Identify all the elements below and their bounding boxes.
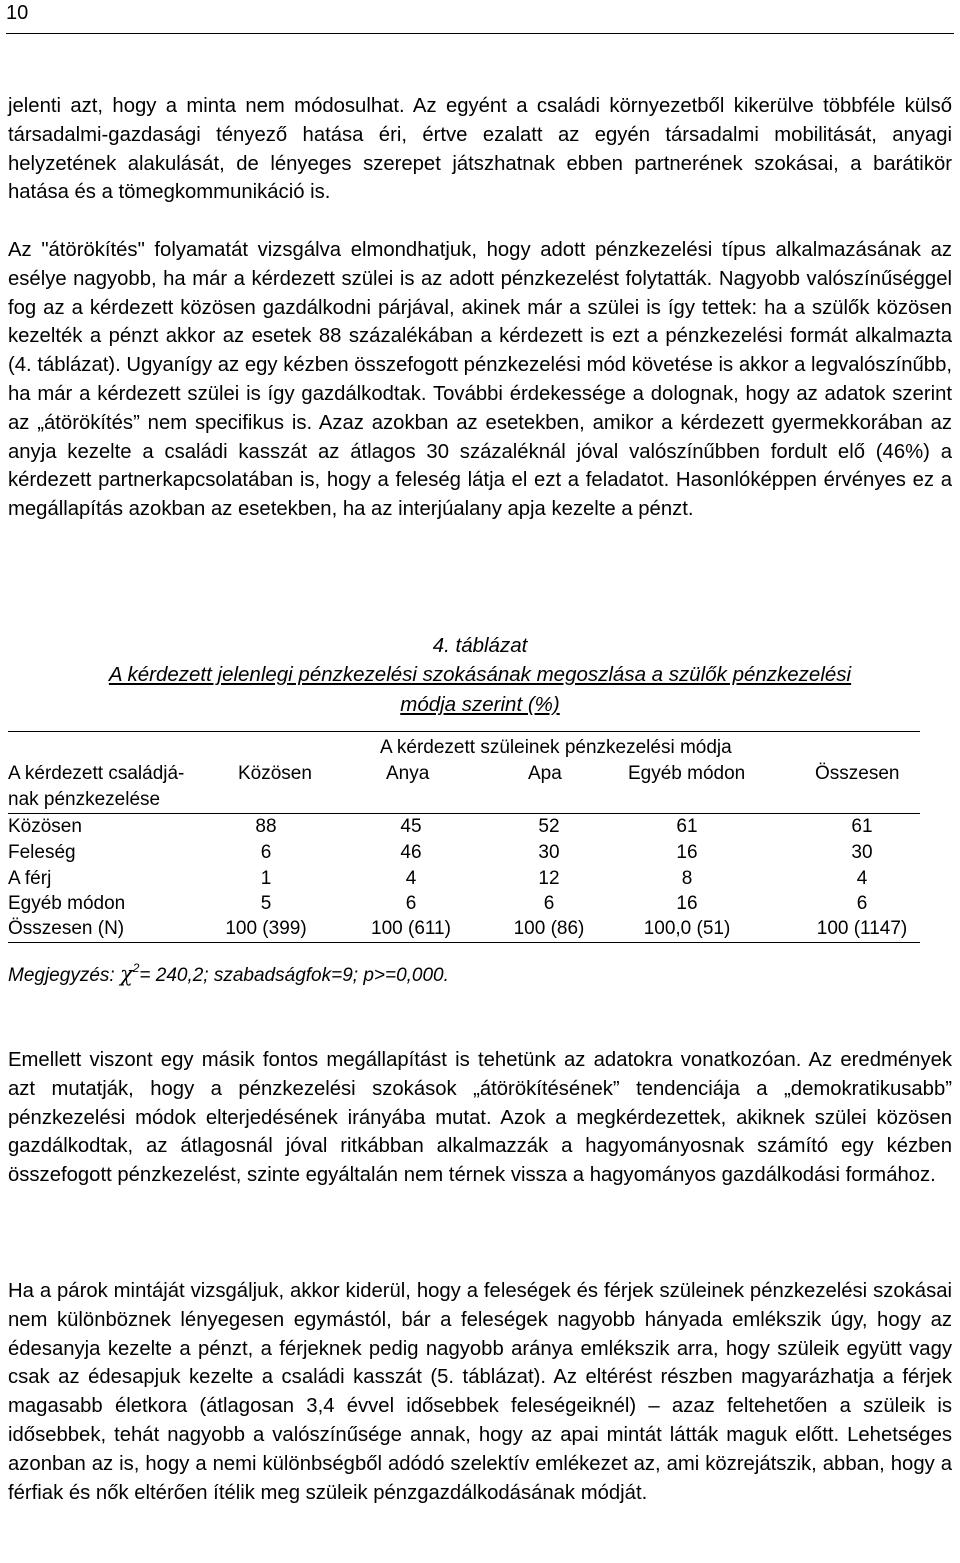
table-cell: 6: [543, 893, 555, 914]
column-header-kozosen: Közösen: [238, 763, 312, 784]
row-header-line-1: A kérdezett családjá-: [8, 763, 185, 784]
table-cell: 8: [681, 868, 693, 889]
chi-square-exponent: 2: [132, 961, 140, 975]
table-group-header: A kérdezett szüleinek pénzkezelési módja: [380, 737, 732, 758]
column-header-anya: Anya: [386, 763, 430, 784]
table-row-label: Feleség: [8, 842, 76, 863]
table-cell: 100,0 (51): [643, 918, 731, 939]
table-cell: 88: [255, 816, 277, 837]
table-cell: 45: [400, 816, 422, 837]
table-note: [8, 956, 449, 988]
table-number: 4. táblázat: [432, 634, 528, 657]
table-cell: 4: [856, 868, 868, 889]
table-cell: 61: [676, 816, 698, 837]
note-prefix: Megjegyzés:: [8, 965, 115, 986]
table-cell: 6: [260, 842, 272, 863]
table-cell: 6: [856, 893, 868, 914]
table-title-line-1: A kérdezett jelenlegi pénzkezelési szokásának megoszlása a szülők pénzkezelési: [108, 663, 852, 686]
table-cell: 5: [260, 893, 272, 914]
table-cell: 16: [676, 893, 698, 914]
table-row-label: Egyéb módon: [8, 893, 126, 914]
table-header-rule: [8, 813, 920, 814]
table-cell: 100 (1147): [816, 918, 908, 939]
table-bottom-rule: [8, 942, 920, 943]
note-text: = 240,2; szabadságfok=9; p>=0,000.: [139, 965, 449, 986]
table-cell: 16: [676, 842, 698, 863]
table-top-rule: [8, 731, 920, 732]
table-cell: 12: [538, 868, 560, 889]
paragraph-3: Emellett viszont egy másik fontos megállapítást is tehetünk az adatokra vonatkozóan. Az eredmények azt mutatják, hogy a pénzkezelési szokások „átörökítésének” tendenciája a „demokratikusabb” pénzkezelési módok elterjedésének irányába mutat. Azok a megkérdezettek, akiknek szülei közösen gazdálkodtak, az átlagosnál jóval ritkábban alkalmazzák a hagyományosnak számító egy kézben összefogott pénzkezelést, szinte egyáltalán nem térnek vissza a hagyományos gazdálkodási formához.: [8, 1049, 952, 1187]
paragraph-1: jelenti azt, hogy a minta nem módosulhat. Az egyént a családi környezetből kikerülve többféle külső társadalmi-gazdasági tényező hatása éri, értve ezalatt az egyén társadalmi mobilitását, anyagi helyzetének alakulását, de lényeges szerepet játszhatnak ebben partnerének szokásai, a barátikör hatása és a tömegkommunikáció is.: [8, 95, 952, 204]
page-number: 10: [6, 2, 29, 24]
table-cell: 30: [538, 842, 560, 863]
table-cell: 52: [538, 816, 560, 837]
column-header-osszesen: Összesen: [815, 763, 900, 784]
table-cell: 46: [400, 842, 422, 863]
table-title: [0, 660, 960, 720]
header-rule: [6, 33, 954, 34]
paragraph-2: Az "átörökítés" folyamatát vizsgálva elmondhatjuk, hogy adott pénzkezelési típus alkalmazásának az esélye nagyobb, ha már a kérdezett szülei is az adott pénzkezelést folytatták. Nagyobb valószínűséggel fog az a kérdezett közösen gazdálkodni párjával, akinek már a szülei is így tettek: ha a szülők közösen kezelték a pénzt akkor az esetek 88 százalékában a kérdezett is ezt a pénzkezelési formát alkalmazta (4. táblázat). Ugyanígy az egy kézben összefogott pénzkezelési mód követése is akkor a legvalószínűbb, ha már a kérdezett szülei is így gazdálkodtak. További érdekessége a dolognak, hogy az adatok szerint az „átörökítés” nem specifikus is. Azaz azokban az esetekben, amikor a kérdezett gyermekkorában az anyja kezelte a családi kasszát az átlagos 30 százaléknál jóval valószínűbben fordult elő (46%) a kérdezett partnerkapcsolatában is, hogy a feleség látja el ezt a feladatot. Hasonlóképpen érvényes ez a megállapítás azokban az esetekben, ha az interjúalany apja kezelte a pénzt.: [8, 239, 952, 521]
column-header-apa: Apa: [528, 763, 562, 784]
table-cell: 6: [405, 893, 417, 914]
table-title-line-2: módja szerint (%): [400, 693, 560, 716]
table-cell: 100 (399): [225, 918, 307, 939]
table-cell: 30: [851, 842, 873, 863]
table-cell: 1: [260, 868, 272, 889]
column-header-egyeb: Egyéb módon: [628, 763, 746, 784]
chi-square-symbol: χ: [119, 962, 133, 986]
table-cell: 61: [851, 816, 873, 837]
table-cell: 4: [405, 868, 417, 889]
row-header-line-2: nak pénzkezelése: [8, 789, 161, 810]
table-row-label: Összesen (N): [8, 918, 125, 939]
table-cell: 100 (611): [371, 918, 451, 939]
table-row-label: A férj: [8, 868, 52, 889]
table-cell: 100 (86): [513, 918, 585, 939]
table-row-label: Közösen: [8, 816, 82, 837]
paragraph-4: Ha a párok mintáját vizsgáljuk, akkor kiderül, hogy a feleségek és férjek szüleinek pénzkezelési szokásai nem különböznek lényegesen egymástól, bár a feleségek nagyobb hányada emlékszik úgy, hogy az édesanyja kezelte a pénzt, a férjeknek pedig nagyobb aránya emlékszik arra, hogy szüleik együtt vagy csak az édesapjuk kezelte a családi kasszát (5. táblázat). Az eltérést részben magyarázhatja a férjek magasabb életkora (átlagosan 3,4 évvel idősebbek feleségeiknél) – azaz feltehetően a szüleik is idősebbek, tehát nagyobb a valószínűsége annak, hogy az apai mintát látták maguk előtt. Lehetséges azonban az is, hogy a nemi különbségből adódó szelektív emlékezet az, ami közrejátszik, abban, hogy a férfiak és nők eltérően ítélik meg szüleik pénzgazdálkodásának módját.: [8, 1280, 952, 1504]
